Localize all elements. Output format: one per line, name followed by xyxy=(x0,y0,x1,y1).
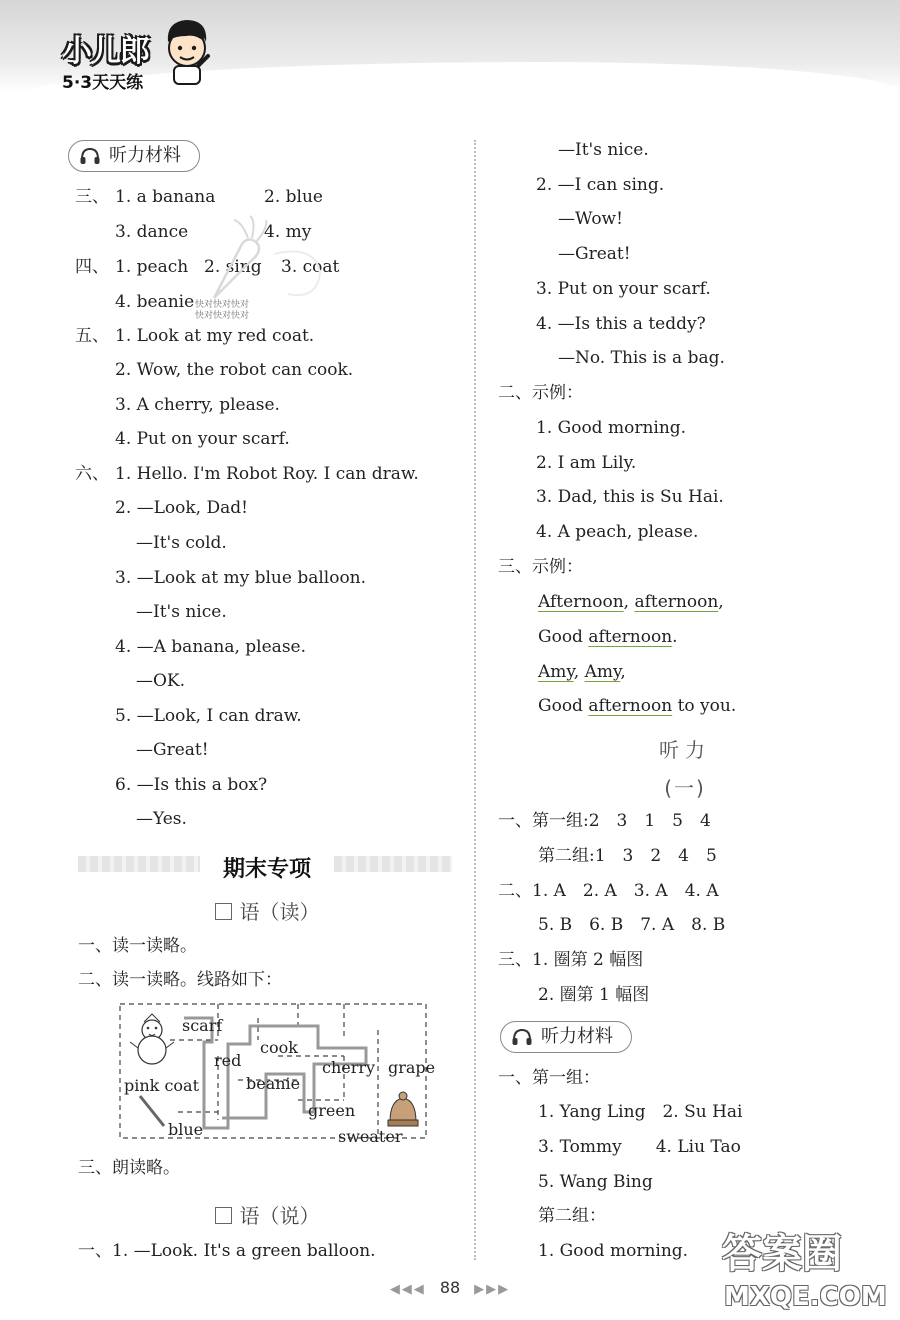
answer-6-label: 六、 xyxy=(75,464,109,484)
song-word-1: Afternoon xyxy=(538,592,624,612)
song-dot-1: . xyxy=(672,627,678,647)
right-line-6: 4. —Is this a teddy? xyxy=(536,314,706,334)
answer-3-2: 2. blue xyxy=(264,187,323,207)
carrot-stamp-icon xyxy=(196,214,326,304)
answer-5-2: 2. Wow, the robot can cook. xyxy=(115,360,354,380)
material-group-1-label: 一、第一组： xyxy=(498,1068,600,1088)
answer-6-line-10: 6. —Is this a box? xyxy=(115,775,268,795)
next-arrows-icon: ▶▶▶ xyxy=(474,1282,511,1297)
checkbox-icon xyxy=(215,903,232,920)
answer-4-4: 4. beanie xyxy=(115,292,195,312)
listening-title: 听力 xyxy=(659,738,711,762)
material-group-2-label: 第二组： xyxy=(538,1206,606,1226)
maze-word-cherry: cherry xyxy=(322,1058,376,1077)
listening-subtitle: (一) xyxy=(664,776,706,800)
right-line-1: —It's nice. xyxy=(558,140,649,160)
choice-answers-1: 二、1. A 2. A 3. A 4. A xyxy=(498,881,719,901)
snowman-icon xyxy=(130,1014,174,1064)
maze-word-blue: blue xyxy=(168,1120,204,1139)
headphones-icon xyxy=(79,147,101,165)
answer-5-4: 4. Put on your scarf. xyxy=(115,429,290,449)
answer-6-line-3: —It's cold. xyxy=(136,533,227,553)
answer-3-1: 1. a banana xyxy=(115,187,216,207)
maze-word-green: green xyxy=(308,1101,356,1120)
song-tail: to you. xyxy=(672,696,737,716)
read-answer-3: 三、朗读略。 xyxy=(78,1158,180,1178)
maze-word-cook: cook xyxy=(260,1038,298,1057)
answer-3-4: 4. my xyxy=(264,222,312,242)
answer-6-line-6: 4. —A banana, please. xyxy=(115,637,307,657)
example-3-label: 三、示例： xyxy=(498,557,583,577)
song-good-1: Good xyxy=(538,627,589,647)
material-names-1: 1. Yang Ling 2. Su Hai xyxy=(538,1102,743,1122)
listening-material-label: 听力材料 xyxy=(109,145,181,166)
answer-6-line-4: 3. —Look at my blue balloon. xyxy=(115,568,367,588)
song-word-6: afternoon xyxy=(588,696,673,716)
maze-word-grape: grape xyxy=(388,1058,436,1077)
listening-material-tag-left xyxy=(68,140,200,172)
read-answer-2: 二、读一读略。线路如下： xyxy=(78,970,282,990)
example-2-4: 4. A peach, please. xyxy=(536,522,699,542)
stamp-line-2: 快对快对快对 xyxy=(195,311,250,321)
answer-6-line-5: —It's nice. xyxy=(136,602,227,622)
answer-3-3: 3. dance xyxy=(115,222,189,242)
answer-6-line-2: 2. —Look, Dad! xyxy=(115,498,248,518)
right-line-4: —Great! xyxy=(558,244,631,264)
route-maze xyxy=(118,1000,428,1142)
mascot-boy-icon xyxy=(160,16,214,86)
listening-material-tag-right xyxy=(500,1021,632,1053)
decor-bar-right xyxy=(334,856,452,872)
watermark-brand: 答案圈 xyxy=(722,1231,842,1277)
material-names-3: 5. Wang Bing xyxy=(538,1172,653,1192)
right-line-2: 2. —I can sing. xyxy=(536,175,665,195)
page-number: 88 xyxy=(439,1278,461,1297)
song-line-2 xyxy=(538,626,678,648)
circle-answer-1: 三、1. 圈第 2 幅图 xyxy=(498,950,644,970)
song-line-3 xyxy=(538,661,626,683)
final-special-title: 期末专项 xyxy=(222,857,311,882)
read-answer-1: 一、读一读略。 xyxy=(78,936,197,956)
answer-6-line-7: —OK. xyxy=(136,671,186,691)
example-2-label: 二、示例： xyxy=(498,383,583,403)
song-end-2: , xyxy=(620,662,626,682)
song-sep-1: , xyxy=(623,592,635,612)
song-end-1: , xyxy=(718,592,724,612)
choice-answers-2: 5. B 6. B 7. A 8. B xyxy=(538,915,726,935)
song-good-2: Good xyxy=(538,696,589,716)
read-section-title xyxy=(190,896,344,925)
song-word-5: Amy xyxy=(584,662,621,682)
example-2-3: 3. Dad, this is Su Hai. xyxy=(536,487,724,507)
stamp-text xyxy=(195,300,249,322)
example-2-2: 2. I am Lily. xyxy=(536,453,637,473)
answer-5-3: 3. A cherry, please. xyxy=(115,395,280,415)
read-section-label: 语（读） xyxy=(239,900,320,924)
maze-word-red: red xyxy=(214,1051,242,1070)
maze-word-pink-coat: pink coat xyxy=(124,1076,200,1095)
answer-6-line-9: —Great! xyxy=(136,740,209,760)
decor-bar-left xyxy=(78,856,200,872)
speak-answer-1: 一、1. —Look. It's a green balloon. xyxy=(78,1241,376,1261)
prev-arrows-icon: ◀◀◀ xyxy=(389,1282,426,1297)
brand-name: 小儿郎 xyxy=(62,34,149,69)
song-word-3: afternoon xyxy=(588,627,673,647)
answer-3-label: 三、 xyxy=(75,187,109,207)
knit-hat-icon xyxy=(388,1092,418,1126)
answer-4-label: 四、 xyxy=(75,257,109,277)
maze-word-sweater: sweater xyxy=(338,1127,403,1146)
song-sep-2: , xyxy=(573,662,585,682)
example-2-1: 1. Good morning. xyxy=(536,418,687,438)
song-line-4 xyxy=(538,695,736,717)
circle-answer-2: 2. 圈第 1 幅图 xyxy=(538,985,650,1005)
series-name: 5·3天天练 xyxy=(62,73,144,93)
answer-5-label: 五、 xyxy=(75,326,109,346)
answer-4-3: 3. coat xyxy=(281,257,340,277)
song-line-1 xyxy=(538,591,724,613)
speak-section-label: 语（说） xyxy=(239,1204,320,1228)
answer-6-line-1: 1. Hello. I'm Robot Roy. I can draw. xyxy=(115,464,419,484)
speak-section-title xyxy=(190,1200,344,1229)
headphones-icon xyxy=(511,1028,533,1046)
watermark-site: MXQE.COM xyxy=(724,1282,887,1312)
group-1-order: 一、第一组:2 3 1 5 4 xyxy=(498,811,711,831)
right-line-5: 3. Put on your scarf. xyxy=(536,279,711,299)
maze-word-beanie: beanie xyxy=(246,1074,301,1093)
listening-material-label: 听力材料 xyxy=(541,1026,613,1047)
group-2-order: 第二组:1 3 2 4 5 xyxy=(538,846,717,866)
brand-logo xyxy=(62,26,149,93)
song-word-4: Amy xyxy=(538,662,574,682)
answer-4-1: 1. peach xyxy=(115,257,189,277)
right-line-7: —No. This is a bag. xyxy=(558,348,725,368)
answer-4-2: 2. sing xyxy=(204,257,262,277)
checkbox-icon xyxy=(215,1207,232,1224)
answer-6-line-8: 5. —Look, I can draw. xyxy=(115,706,302,726)
answer-6-line-11: —Yes. xyxy=(136,809,187,829)
column-divider xyxy=(474,140,476,1260)
material-names-2: 3. Tommy 4. Liu Tao xyxy=(538,1137,741,1157)
stamp-line-1: 快对快对快对 xyxy=(195,300,250,310)
right-line-3: —Wow! xyxy=(558,209,623,229)
material-greeting: 1. Good morning. xyxy=(538,1241,689,1261)
song-word-2: afternoon xyxy=(634,592,719,612)
maze-word-scarf: scarf xyxy=(182,1016,223,1035)
answer-5-1: 1. Look at my red coat. xyxy=(115,326,315,346)
